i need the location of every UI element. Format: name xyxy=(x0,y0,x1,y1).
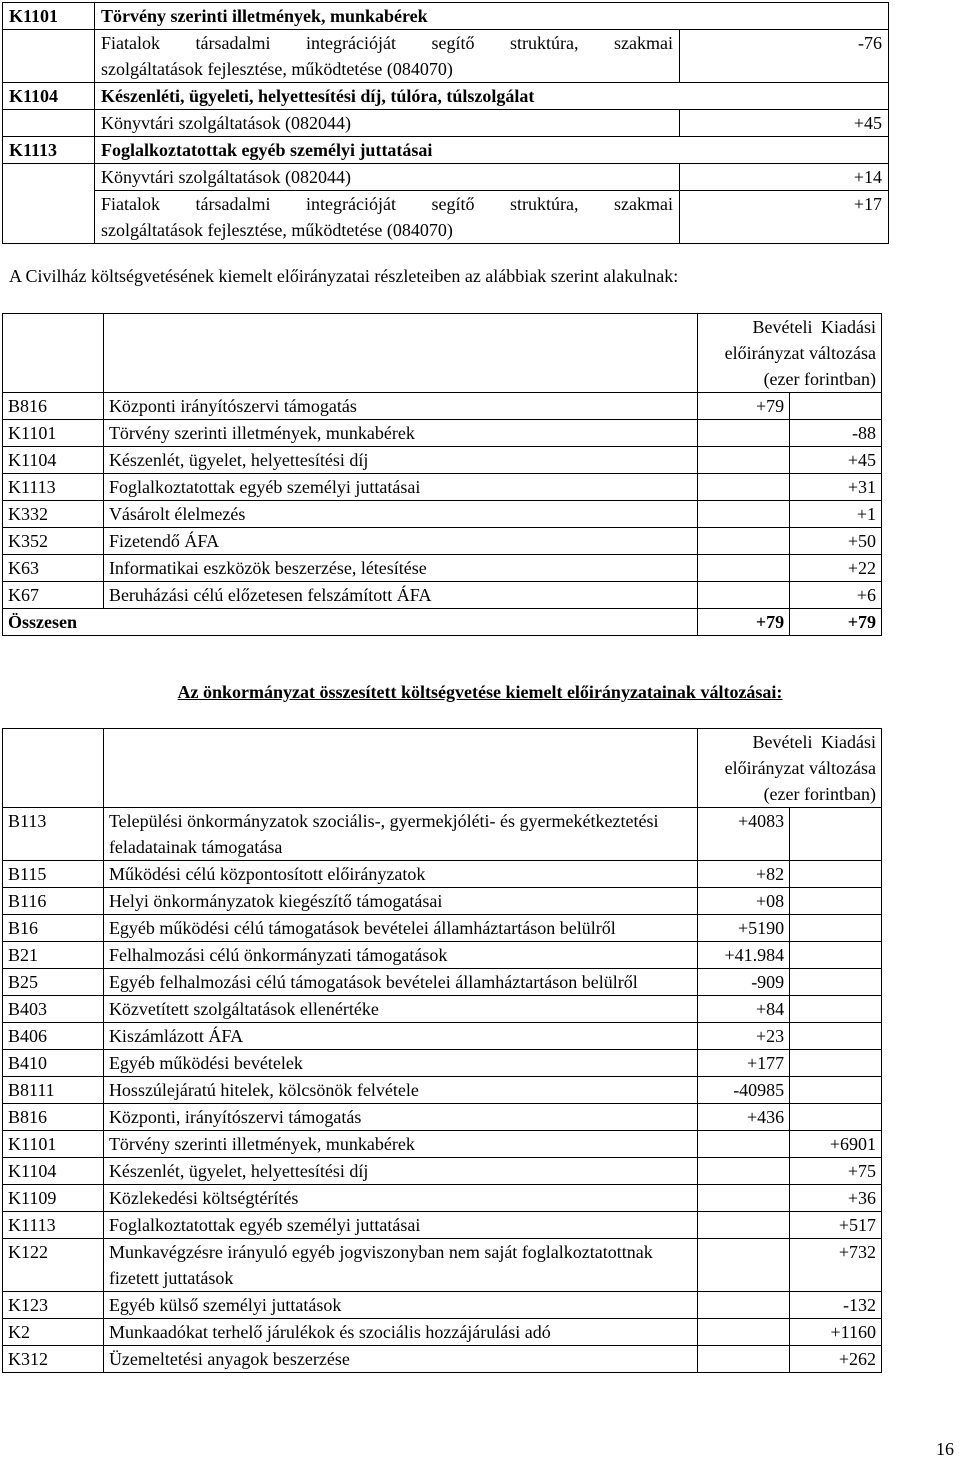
row-description: Fiatalok társadalmi integrációját segítő struktúra, szakmai xyxy=(95,30,680,57)
table-row xyxy=(3,1131,882,1158)
row-income-value xyxy=(698,555,790,582)
row-income-value xyxy=(698,1239,790,1292)
row-code: B406 xyxy=(3,1023,104,1050)
table-row xyxy=(3,56,889,83)
header-line: (ezer forintban) xyxy=(763,369,876,389)
row-code: B8111 xyxy=(3,1077,104,1104)
table-row xyxy=(3,942,882,969)
section-heading: Az önkormányzat összesített költségvetése kiemelt előirányzatainak változásai: xyxy=(177,682,783,702)
table-row xyxy=(3,110,889,137)
page-number: 16 xyxy=(936,1439,954,1459)
row-income-value xyxy=(698,1131,790,1158)
row-description: Települési önkormányzatok szociális-, gyermekjóléti- és gyermekétkeztetési feladatainak támogatása xyxy=(103,808,697,861)
table-row xyxy=(3,555,882,582)
row-description: Egyéb felhalmozási célú támogatások bevételei államháztartáson belülről xyxy=(103,969,697,996)
row-description: Közvetített szolgáltatások ellenértéke xyxy=(103,996,697,1023)
table-row xyxy=(3,808,882,861)
row-expense-value xyxy=(790,1104,882,1131)
row-value: +14 xyxy=(680,164,889,191)
table-row xyxy=(3,1239,882,1292)
table-row xyxy=(3,888,882,915)
row-description: Egyéb működési bevételek xyxy=(103,1050,697,1077)
header-line: előirányzat változása xyxy=(724,758,876,778)
row-description: szolgáltatások fejlesztése, működtetése (084070) xyxy=(95,56,680,83)
row-code: B116 xyxy=(3,888,104,915)
row-value: -76 xyxy=(680,30,889,57)
row-income-value: -40985 xyxy=(698,1077,790,1104)
header-blank-cell xyxy=(103,729,697,808)
row-expense-value xyxy=(790,1050,882,1077)
row-expense-value xyxy=(790,996,882,1023)
row-income-value xyxy=(698,420,790,447)
row-code xyxy=(3,30,95,57)
table-row xyxy=(3,1104,882,1131)
row-expense-value: +262 xyxy=(790,1346,882,1373)
row-income-value: +84 xyxy=(698,996,790,1023)
row-code: K2 xyxy=(3,1319,104,1346)
row-expense-value xyxy=(790,888,882,915)
table-row xyxy=(3,1158,882,1185)
row-expense-value: +31 xyxy=(790,474,882,501)
row-expense-value: +1160 xyxy=(790,1319,882,1346)
row-description: Foglalkoztatottak egyéb személyi juttatásai xyxy=(103,1212,697,1239)
table-row xyxy=(3,1212,882,1239)
row-expense-value: +75 xyxy=(790,1158,882,1185)
table-header-row xyxy=(3,314,882,393)
row-income-value xyxy=(698,474,790,501)
header-blank-cell xyxy=(3,729,104,808)
row-code: K1104 xyxy=(3,447,104,474)
table-row xyxy=(3,501,882,528)
row-value: +45 xyxy=(680,110,889,137)
row-expense-value: -88 xyxy=(790,420,882,447)
row-expense-value xyxy=(790,808,882,861)
row-code: K1101 xyxy=(3,1131,104,1158)
row-income-value xyxy=(698,1185,790,1212)
row-description: Informatikai eszközök beszerzése, létesítése xyxy=(103,555,697,582)
row-description: Fiatalok társadalmi integrációját segítő struktúra, szakmai xyxy=(95,191,680,218)
row-code: B21 xyxy=(3,942,104,969)
row-expense-value xyxy=(790,1023,882,1050)
row-income-value: +82 xyxy=(698,861,790,888)
row-description: Üzemeltetési anyagok beszerzése xyxy=(103,1346,697,1373)
row-description: Foglalkoztatottak egyéb személyi juttatásai xyxy=(95,137,889,164)
row-income-value: -909 xyxy=(698,969,790,996)
table-row xyxy=(3,83,889,110)
row-expense-value xyxy=(790,393,882,420)
row-description: Készenlét, ügyelet, helyettesítési díj xyxy=(103,447,697,474)
header-blank-cell xyxy=(3,314,104,393)
row-description: Vásárolt élelmezés xyxy=(103,501,697,528)
row-income-value xyxy=(698,582,790,609)
table-row xyxy=(3,164,889,191)
table-row xyxy=(3,915,882,942)
row-value: +17 xyxy=(680,191,889,218)
row-code: K1101 xyxy=(3,420,104,447)
table-row xyxy=(3,1077,882,1104)
header-line: Bevételi Kiadási xyxy=(752,732,876,752)
row-code: K63 xyxy=(3,555,104,582)
table-row xyxy=(3,137,889,164)
row-income-value: +23 xyxy=(698,1023,790,1050)
row-code: B115 xyxy=(3,861,104,888)
column-header xyxy=(698,729,882,808)
table-row xyxy=(3,217,889,244)
row-expense-value: +50 xyxy=(790,528,882,555)
row-expense-value: +36 xyxy=(790,1185,882,1212)
row-expense-value: +22 xyxy=(790,555,882,582)
row-expense-value: -132 xyxy=(790,1292,882,1319)
row-code: B816 xyxy=(3,1104,104,1131)
row-description: Egyéb működési célú támogatások bevételei államháztartáson belülről xyxy=(103,915,697,942)
row-code: K1104 xyxy=(3,83,95,110)
row-code: K1109 xyxy=(3,1185,104,1212)
table-row xyxy=(3,1346,882,1373)
row-code: K1113 xyxy=(3,1212,104,1239)
header-line: (ezer forintban) xyxy=(763,784,876,804)
top-appropriation-table xyxy=(2,2,889,244)
row-description: Készenléti, ügyeleti, helyettesítési díj, túlóra, túlszolgálat xyxy=(95,83,889,110)
row-income-value: +5190 xyxy=(698,915,790,942)
header-blank-cell xyxy=(103,314,697,393)
table-row xyxy=(3,1185,882,1212)
row-code: B403 xyxy=(3,996,104,1023)
table-body xyxy=(3,808,882,1373)
total-label: Összesen xyxy=(3,609,698,636)
row-description: Közlekedési költségtérítés xyxy=(103,1185,697,1212)
row-income-value: +08 xyxy=(698,888,790,915)
row-code: B816 xyxy=(3,393,104,420)
row-expense-value xyxy=(790,915,882,942)
row-value xyxy=(680,217,889,244)
row-income-value xyxy=(698,1346,790,1373)
row-income-value xyxy=(698,1212,790,1239)
row-code: K1113 xyxy=(3,137,95,164)
table-row xyxy=(3,420,882,447)
row-description: Központi irányítószervi támogatás xyxy=(103,393,697,420)
table-row xyxy=(3,528,882,555)
row-code: K122 xyxy=(3,1239,104,1292)
row-expense-value: +732 xyxy=(790,1239,882,1292)
row-income-value xyxy=(698,501,790,528)
row-expense-value xyxy=(790,1077,882,1104)
table-row xyxy=(3,191,889,218)
table-row xyxy=(3,861,882,888)
row-description: Kiszámlázott ÁFA xyxy=(103,1023,697,1050)
row-description: Törvény szerinti illetmények, munkabérek xyxy=(95,3,889,30)
row-code: B113 xyxy=(3,808,104,861)
total-expense-value: +79 xyxy=(790,609,882,636)
row-description: Beruházási célú előzetesen felszámított ÁFA xyxy=(103,582,697,609)
municipality-appropriation-table xyxy=(2,728,882,1373)
row-income-value xyxy=(698,1158,790,1185)
table-row xyxy=(3,1050,882,1077)
table-row xyxy=(3,969,882,996)
row-description: szolgáltatások fejlesztése, működtetése (084070) xyxy=(95,217,680,244)
row-code: B16 xyxy=(3,915,104,942)
table-row xyxy=(3,1023,882,1050)
row-income-value: +177 xyxy=(698,1050,790,1077)
row-code xyxy=(3,164,95,191)
row-code xyxy=(3,56,95,83)
row-description: Egyéb külső személyi juttatások xyxy=(103,1292,697,1319)
civilhaz-appropriation-table xyxy=(2,313,882,636)
row-expense-value xyxy=(790,861,882,888)
column-header xyxy=(698,314,882,393)
row-code xyxy=(3,191,95,218)
table-row xyxy=(3,582,882,609)
row-code: K352 xyxy=(3,528,104,555)
row-expense-value xyxy=(790,969,882,996)
table-row xyxy=(3,3,889,30)
total-row xyxy=(3,609,882,636)
row-income-value xyxy=(698,528,790,555)
row-code: K1104 xyxy=(3,1158,104,1185)
row-description: Könyvtári szolgáltatások (082044) xyxy=(95,164,680,191)
row-income-value xyxy=(698,1319,790,1346)
table-header-row xyxy=(3,729,882,808)
row-expense-value: +6 xyxy=(790,582,882,609)
row-description: Törvény szerinti illetmények, munkabérek xyxy=(103,1131,697,1158)
row-income-value: +41.984 xyxy=(698,942,790,969)
total-income-value: +79 xyxy=(698,609,790,636)
row-description: Működési célú központosított előirányzatok xyxy=(103,861,697,888)
table-row xyxy=(3,1292,882,1319)
table-body xyxy=(3,393,882,636)
table-row xyxy=(3,474,882,501)
row-code: B25 xyxy=(3,969,104,996)
row-description: Foglalkoztatottak egyéb személyi juttatásai xyxy=(103,474,697,501)
table-row xyxy=(3,996,882,1023)
row-description: Helyi önkormányzatok kiegészítő támogatásai xyxy=(103,888,697,915)
row-description: Fizetendő ÁFA xyxy=(103,528,697,555)
row-income-value: +4083 xyxy=(698,808,790,861)
row-code: K1101 xyxy=(3,3,95,30)
row-description: Munkavégzésre irányuló egyéb jogviszonyban nem saját foglalkoztatottnak fizetett juttatások xyxy=(103,1239,697,1292)
row-description: Hosszúlejáratú hitelek, kölcsönök felvétele xyxy=(103,1077,697,1104)
row-description: Felhalmozási célú önkormányzati támogatások xyxy=(103,942,697,969)
row-description: Törvény szerinti illetmények, munkabérek xyxy=(103,420,697,447)
row-expense-value xyxy=(790,942,882,969)
row-code: K67 xyxy=(3,582,104,609)
row-income-value: +79 xyxy=(698,393,790,420)
row-code: K312 xyxy=(3,1346,104,1373)
header-line: előirányzat változása xyxy=(724,343,876,363)
table-row xyxy=(3,30,889,57)
row-expense-value: +45 xyxy=(790,447,882,474)
row-code xyxy=(3,110,95,137)
header-line: Bevételi Kiadási xyxy=(752,317,876,337)
row-income-value xyxy=(698,447,790,474)
row-description: Központi, irányítószervi támogatás xyxy=(103,1104,697,1131)
table-row xyxy=(3,447,882,474)
intro-paragraph: A Civilház költségvetésének kiemelt előirányzatai részleteiben az alábbiak szerint alakulnak: xyxy=(9,266,679,286)
row-value xyxy=(680,56,889,83)
row-description: Készenlét, ügyelet, helyettesítési díj xyxy=(103,1158,697,1185)
row-code xyxy=(3,217,95,244)
row-code: K1113 xyxy=(3,474,104,501)
row-description: Könyvtári szolgáltatások (082044) xyxy=(95,110,680,137)
row-code: K123 xyxy=(3,1292,104,1319)
row-code: K332 xyxy=(3,501,104,528)
row-expense-value: +517 xyxy=(790,1212,882,1239)
table-row xyxy=(3,393,882,420)
row-expense-value: +6901 xyxy=(790,1131,882,1158)
row-income-value xyxy=(698,1292,790,1319)
table-row xyxy=(3,1319,882,1346)
row-description: Munkaadókat terhelő járulékok és szociális hozzájárulási adó xyxy=(103,1319,697,1346)
row-expense-value: +1 xyxy=(790,501,882,528)
row-code: B410 xyxy=(3,1050,104,1077)
row-income-value: +436 xyxy=(698,1104,790,1131)
